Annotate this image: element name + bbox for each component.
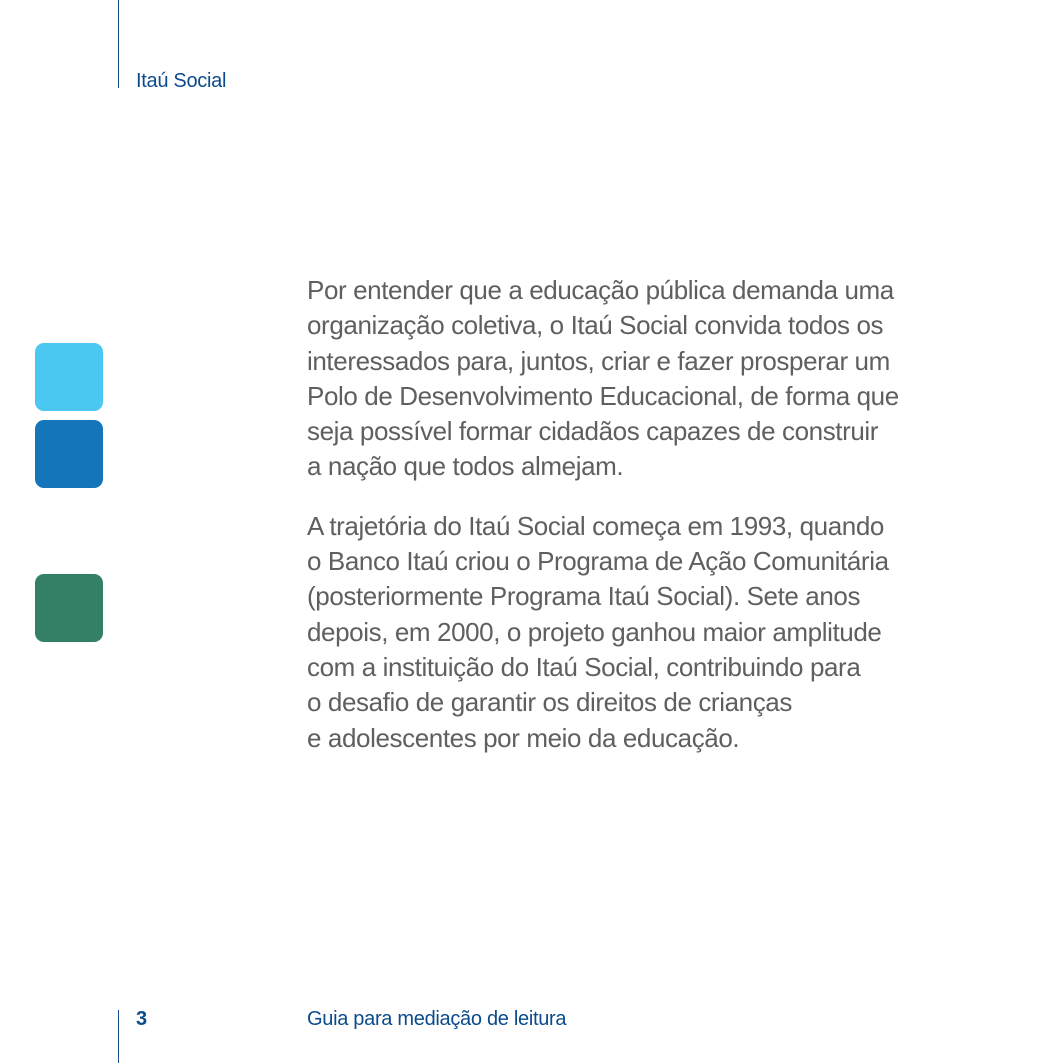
text-line: o desafio de garantir os direitos de crianças [307, 687, 792, 718]
text-line: Polo de Desenvolvimento Educacional, de forma que [307, 380, 899, 411]
text-line: seja possível formar cidadãos capazes de construir [307, 416, 879, 447]
paragraph-1 [307, 273, 947, 485]
text-line: depois, em 2000, o projeto ganhou maior amplitude [307, 616, 882, 647]
decorative-square-light-blue [35, 343, 103, 411]
decorative-square-blue [35, 420, 103, 488]
header-divider-line [118, 0, 119, 88]
paragraph-2 [307, 509, 947, 756]
page-number: 3 [136, 1008, 148, 1030]
text-line: e adolescentes por meio da educação. [307, 722, 740, 753]
text-line: organização coletiva, o Itaú Social convida todos os [307, 310, 884, 341]
footer-title: Guia para mediação de leitura [307, 1008, 567, 1030]
main-text [307, 273, 947, 780]
text-line: A trajetória do Itaú Social começa em 1993, quando [307, 510, 884, 541]
text-line: (posteriormente Programa Itaú Social). Sete anos [307, 581, 861, 612]
text-line: Por entender que a educação pública demanda uma [307, 275, 894, 305]
brand-name: Itaú Social [136, 70, 227, 92]
text-line: interessados para, juntos, criar e fazer prosperar um [307, 345, 890, 376]
text-line: o Banco Itaú criou o Programa de Ação Comunitária [307, 546, 889, 577]
decorative-square-green [35, 574, 103, 642]
footer-divider-line [118, 1010, 119, 1063]
text-line: a nação que todos almejam. [307, 451, 624, 482]
text-line: com a instituição do Itaú Social, contribuindo para [307, 651, 861, 682]
